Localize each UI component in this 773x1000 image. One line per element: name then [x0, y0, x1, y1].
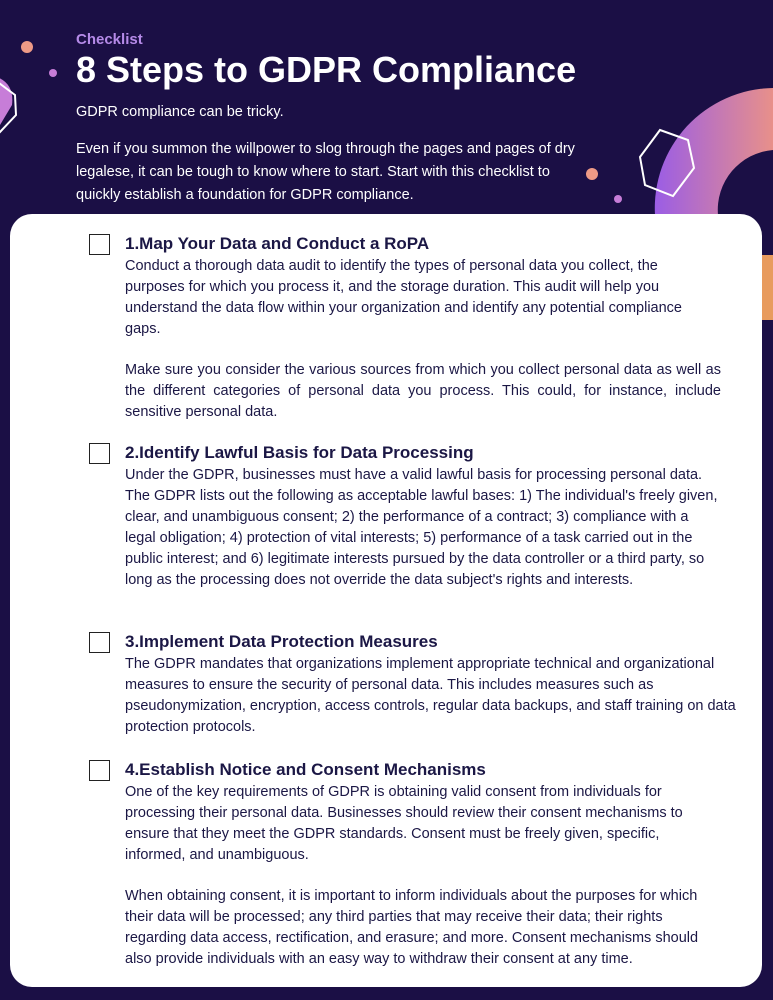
- checkbox[interactable]: [89, 443, 110, 464]
- checkbox[interactable]: [89, 234, 110, 255]
- intro-paragraph: GDPR compliance can be tricky.: [76, 104, 284, 120]
- step-paragraph: Conduct a thorough data audit to identify the types of personal data you collect, the purposes for which you process it, and the storage duration. This audit will help you understand the data flow within your organization and identify any potential compliance gaps.: [125, 258, 682, 337]
- checklist-item: [89, 441, 721, 611]
- step-title: 4.Establish Notice and Consent Mechanisms: [125, 760, 486, 779]
- checklist-item: [89, 232, 721, 443]
- checklist-card: [10, 214, 762, 987]
- eyebrow-label: Checklist: [76, 31, 143, 48]
- step-paragraph: Make sure you consider the various sources from which you collect personal data as well as the different categories of personal data you process. This could, for instance, include sensitive personal data.: [125, 362, 721, 420]
- step-paragraph: Under the GDPR, businesses must have a valid lawful basis for processing personal data. The GDPR lists out the following as acceptable lawful bases: 1) The individual's freely given, clear, and unambiguous consent; 2) the performance of a contract; 3) compliance with a legal obligation; 4) protection of vital interests; 5) performance of a task carried out in the public interest; and 6) legitimate interests pursued by the data controller or a third party, so long as the processing does not override the data subject's rights and interests.: [125, 467, 718, 588]
- checkbox[interactable]: [89, 760, 110, 781]
- step-paragraph: The GDPR mandates that organizations implement appropriate technical and organizational measures to ensure the security of personal data. This includes measures such as pseudonymization, encryption, access controls, regular data backups, and staff training on data protection protocols.: [125, 656, 736, 735]
- checklist-item: [89, 630, 736, 758]
- step-title: 1.Map Your Data and Conduct a RoPA: [125, 234, 430, 253]
- intro-paragraph: Even if you summon the willpower to slog through the pages and pages of dry legalese, it can be tough to know where to start. Start with this checklist to quickly establish a foundation for GDPR compliance.: [76, 141, 575, 203]
- checkbox[interactable]: [89, 632, 110, 653]
- page-title: 8 Steps to GDPR Compliance: [76, 49, 577, 90]
- checklist-item: [89, 758, 721, 990]
- step-paragraph: When obtaining consent, it is important to inform individuals about the purposes for which their data will be processed; any third parties that may receive their data; their rights regarding data access, rectification, and erasure; and more. Consent mechanisms should also provide individuals with an easy way to withdraw their consent at any time.: [125, 888, 699, 967]
- intro: [76, 101, 586, 221]
- step-title: 3.Implement Data Protection Measures: [125, 632, 438, 651]
- step-paragraph: One of the key requirements of GDPR is obtaining valid consent from individuals for processing their personal data. Businesses should review their consent mechanisms to ensure that they meet the GDPR standards. Consent must be freely given, specific, informed, and unambiguous.: [125, 784, 683, 863]
- step-title: 2.Identify Lawful Basis for Data Processing: [125, 443, 474, 462]
